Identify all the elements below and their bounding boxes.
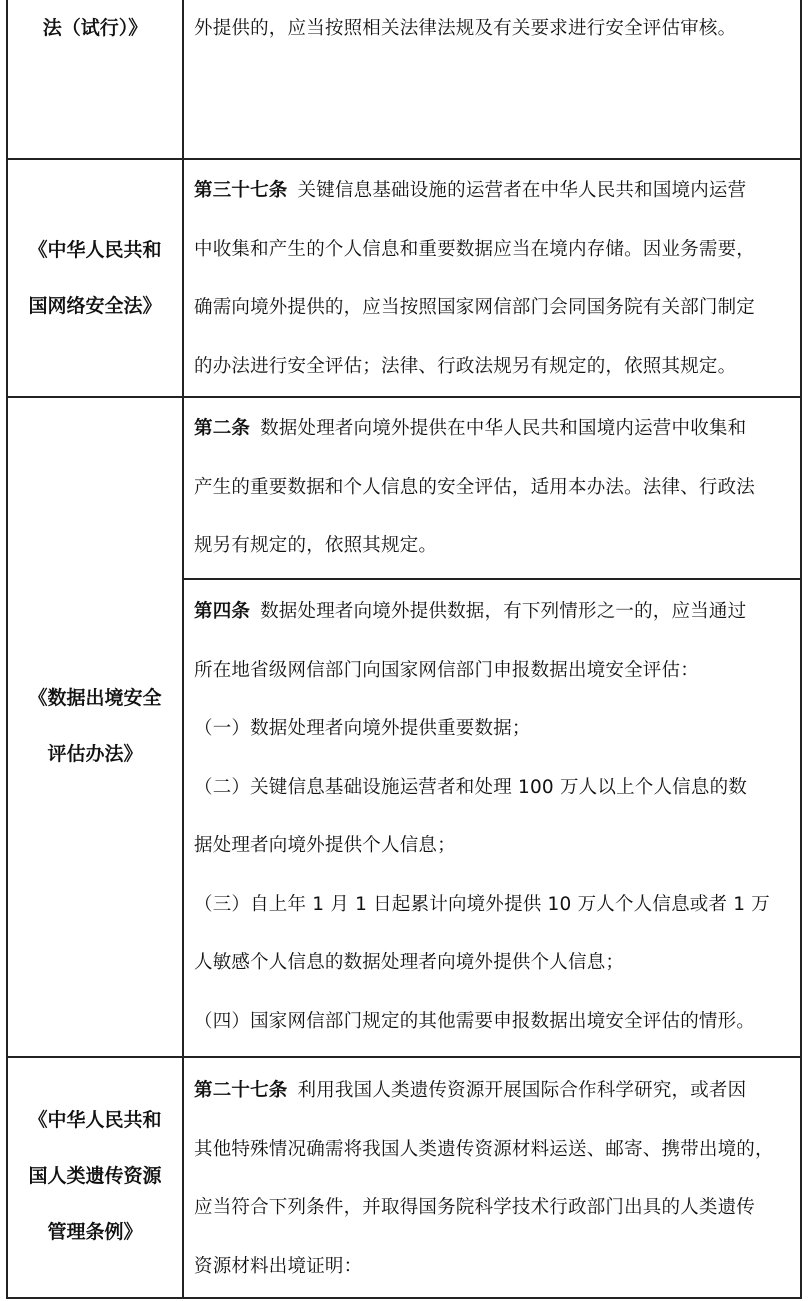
clause-line: 资源材料出境证明：: [194, 1255, 363, 1277]
clause-number: 第四条: [194, 601, 251, 622]
table-row: [6, 0, 802, 158]
cell-divider: [184, 578, 800, 580]
clause-line: 产生的重要数据和个人信息的安全评估，适用本办法。法律、行政法: [194, 476, 756, 498]
clause-line: 据处理者向境外提供个人信息；: [194, 835, 456, 856]
law-name-cell: [8, 1058, 184, 1297]
clause-line: （二）关键信息基础设施运营者和处理 100 万人以上个人信息的数: [194, 776, 747, 798]
law-name-line: 国网络安全法》: [28, 295, 162, 317]
clause-cell: [184, 0, 800, 158]
clause-line: （四）国家网信部门规定的其他需要申报数据出境安全评估的情形。: [194, 1010, 756, 1032]
clause-line: 外提供的，应当按照相关法律法规及有关要求进行安全评估审核。: [194, 18, 737, 39]
clause-line: 中收集和产生的个人信息和重要数据应当在境内存储。因业务需要，: [194, 238, 756, 260]
clause-line: 利用我国人类遗传资源开展国际合作科学研究，或者因: [297, 1080, 747, 1101]
clause-line: 关键信息基础设施的运营者在中华人民共和国境内运营: [297, 180, 747, 201]
clause-line: （三）自上年 1 月 1 日起累计向境外提供 10 万人个人信息或者 1 万: [194, 893, 770, 915]
clause-line: 确需向境外提供的，应当按照国家网信部门会同国务院有关部门制定: [194, 297, 756, 318]
clause-line: 人敏感个人信息的数据处理者向境外提供个人信息；: [194, 952, 625, 973]
law-name-line: 管理条例》: [47, 1221, 143, 1243]
table-row: [6, 396, 802, 1058]
clause-line: 应当符合下列条件，并取得国务院科学技术行政部门出具的人类遗传: [194, 1197, 756, 1218]
clause-line: 其他特殊情况确需将我国人类遗传资源材料运送、邮寄、携带出境的，: [194, 1138, 774, 1160]
law-name-line: 评估办法》: [47, 743, 143, 765]
law-name-line: 《数据出境安全: [28, 687, 162, 709]
law-name-line: 《中华人民共和: [28, 239, 162, 261]
law-name-line: 法（试行）》: [42, 17, 148, 39]
table-row: [6, 1056, 802, 1299]
clause-line: 所在地省级网信部门向国家网信部门申报数据出境安全评估：: [194, 659, 699, 681]
clause-line: 的办法进行安全评估；法律、行政法规另有规定的，依照其规定。: [194, 355, 737, 377]
law-name-line: 《中华人民共和: [28, 1109, 162, 1131]
clause-line: 规另有规定的，依照其规定。: [194, 535, 438, 556]
clause-cell: [184, 1058, 800, 1297]
table-row: [6, 158, 802, 398]
clause-cell: [184, 398, 800, 1058]
clause-number: 第三十七条: [194, 180, 288, 201]
law-name-cell: [8, 0, 184, 158]
regulation-table: [6, 0, 802, 1301]
clause-number: 第二条: [194, 418, 251, 439]
clause-cell: [184, 160, 800, 398]
law-name-cell: [8, 160, 184, 398]
clause-number: 第二十七条: [194, 1080, 288, 1101]
law-name-line: 国人类遗传资源: [28, 1165, 162, 1187]
law-name-cell: [8, 398, 184, 1058]
clause-line: 数据处理者向境外提供在中华人民共和国境内运营中收集和: [260, 418, 747, 439]
clause-line: （一）数据处理者向境外提供重要数据；: [194, 718, 531, 739]
clause-line: 数据处理者向境外提供数据，有下列情形之一的，应当通过: [260, 601, 747, 622]
